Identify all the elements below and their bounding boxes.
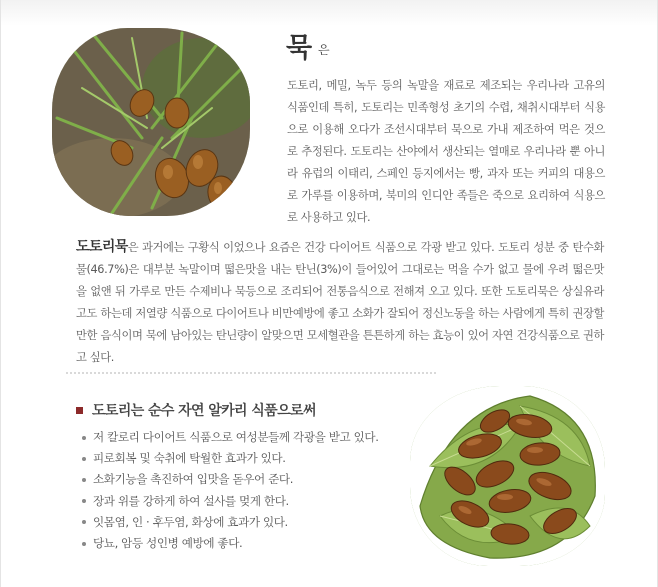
section-divider [66,372,436,374]
list-item-text: 당뇨, 암등 성인병 예방에 좋다. [93,536,243,551]
list-item [80,469,378,490]
list-item-text: 장과 위를 강하게 하여 설사를 멎게 한다. [93,493,289,508]
page-title: 묵 [286,33,312,64]
bullet-icon [82,542,86,546]
bullet-icon [82,457,86,461]
intro-paragraph: 도토리, 메밀, 녹두 등의 녹말을 재료로 제조되는 우리나라 고유의 식품인데 특히, 도토리는 민족형성 초기의 수렵, 채취시대부터 식용으로 이용해 오다가 조선시대부터 묵으로 가내 제조하여 먹은 것으로 추정된다. 도토리는 산야에서 생산되는 열매로 우리나라 뿐 아니라 유럽의 이태리, 스페인 등지에서는 빵, 과자 또는 커피의 대용으로 가루를 이용하며, 북미의 인디안 족들은 죽으로 요리하여 식용으로 사용하고 있다. [287,79,605,224]
acorns-ground-image [52,28,250,216]
bullet-icon [82,436,86,440]
list-item [80,427,378,448]
body-text: 은 과거에는 구황식 이었으나 요즘은 건강 다이어트 식품으로 각광 받고 있다. 도토리 성분 중 탄수화물(46.7%)은 대부분 녹말이며 떫은맛을 내는 탄닌(3%)이 들어있어 그대로는 먹을 수가 없고 물에 우려 떫은맛을 없앤 뒤 가루로 만든 수제비나 묵등으로 조리되어 전통음식으로 전해져 오고 있다. 또한 도토리묵은 상실유라고도 하는데 저열량 식품으로 다이어트나 비만예방에 좋고 소화가 잘되어 정신노동을 하는 사람에게 특히 권장할 만한 음식이며 묵에 남아있는 탄닌량이 알맞으면 모세혈관을 튼튼하게 하는 효능이 있어 자연 건강식품으로 권하고 싶다. [76,241,604,364]
section-heading [76,400,316,420]
list-item [80,512,378,533]
list-item-text: 피로회복 및 숙취에 탁월한 효과가 있다. [93,451,286,466]
square-bullet-icon [76,407,83,414]
body-lead-term: 도토리묵 [76,239,128,255]
list-item [80,491,378,512]
benefit-list [80,427,378,554]
body-paragraph [76,236,604,369]
bullet-icon [82,478,86,482]
bullet-icon [82,499,86,503]
bullet-icon [82,520,86,524]
list-item-text: 잇몸염, 인 · 후두염, 화상에 효과가 있다. [93,514,288,529]
list-item [80,448,378,469]
list-item-text: 저 칼로리 다이어트 식품으로 여성분들께 각광을 받고 있다. [93,430,379,444]
page-title-particle: 은 [318,43,330,57]
list-item-text: 소화기능을 촉진하여 입맛을 돋우어 준다. [93,472,294,487]
list-item [80,533,378,554]
acorns-leaves-image [410,386,605,566]
section-title: 도토리는 순수 자연 알카리 식품으로써 [92,403,316,419]
